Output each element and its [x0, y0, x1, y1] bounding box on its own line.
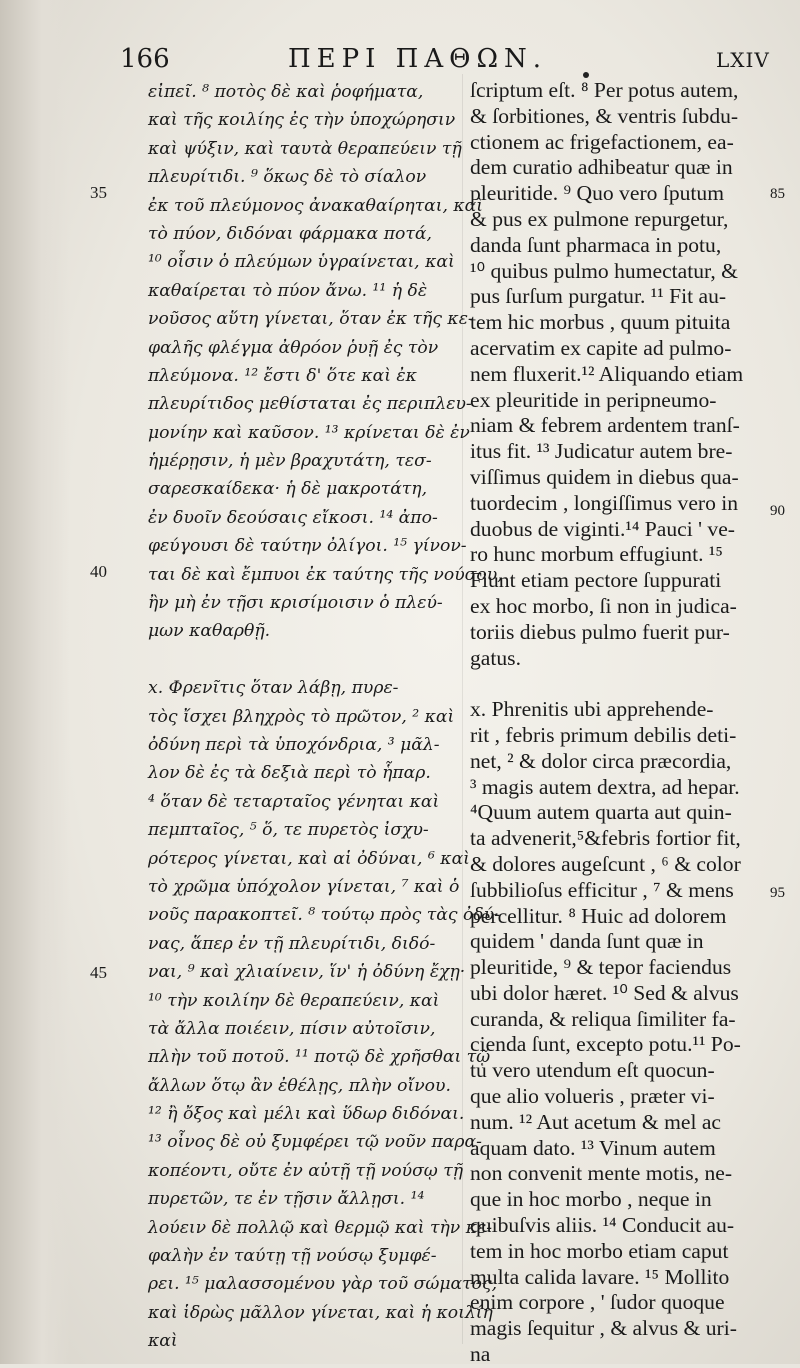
- text-line: que in hoc morbo , neque in: [470, 1187, 712, 1212]
- text-line: καθαίρεται τὸ πύον ἄνω. ¹¹ ἡ δὲ: [148, 280, 428, 301]
- text-line: toriis diebus pulmo fuerit pur-: [470, 619, 730, 644]
- text-line: tuordecim , longiſſimus vero in: [470, 490, 739, 515]
- text-line: pleuritide. ⁹ Quo vero ſputum: [470, 181, 725, 206]
- text-line: tu vero utendum eſt quocun-: [470, 1058, 715, 1083]
- text-line: pus ſurſum purgatur. ¹¹ Fit au-: [470, 284, 727, 309]
- text-line: net, ² & dolor circa præcordia,: [470, 748, 732, 773]
- text-line: ⁴Quum autem quarta aut quin-: [470, 800, 732, 825]
- text-line: νας, ἅπερ ἐν τῇ πλευρίτιδι, διδό-: [148, 933, 436, 954]
- text-line: quidem ' danda ſunt quæ in: [470, 929, 704, 954]
- text-line: x. Φρενῖτις ὅταν λάβῃ, πυρε-: [148, 678, 399, 699]
- text-line: & pus ex pulmone repurgetur,: [470, 206, 729, 231]
- text-line: πυρετῶν, τε ἐν τῇσιν ἄλλῃσι. ¹⁴: [148, 1189, 425, 1210]
- text-line: & ſorbitiones, & ventris ſubdu-: [470, 103, 739, 128]
- text-line: itus fit. ¹³ Judicatur autem bre-: [470, 439, 733, 464]
- text-line: τὸ πύον, διδόναι φάρμακα ποτά,: [148, 223, 432, 244]
- text-line: πλὴν τοῦ ποτοῦ. ¹¹ ποτῷ δὲ χρῆσθαι τῷ: [148, 1047, 491, 1068]
- text-line: enim corpore , ' ſudor quoque: [470, 1290, 725, 1315]
- text-line: aquam dato. ¹³ Vinum autem: [470, 1135, 716, 1160]
- text-line: ctionem ac frigefactionem, ea-: [470, 129, 734, 154]
- text-line: τὸ χρῶμα ὑπόχολον γίνεται, ⁷ καὶ ὁ: [148, 876, 460, 897]
- text-line: ναι, ⁹ καὶ χλιαίνειν, ἵν' ἡ ὀδύνη ἔχῃ·: [148, 962, 466, 983]
- text-line: duobus de viginti.¹⁴ Pauci ' ve-: [470, 516, 735, 541]
- text-line: ἐκ τοῦ πλεύμονος ἀνακαθαίρηται, καὶ: [148, 195, 484, 216]
- text-line: curanda, & reliqua ſimiliter fa-: [470, 1006, 736, 1031]
- text-line: tem in hoc morbo etiam caput: [470, 1238, 729, 1263]
- text-line: multa calida lavare. ¹⁵ Mollito: [470, 1264, 730, 1289]
- text-line: πλευρίτιδος μεθίσταται ἐς περιπλευ-: [148, 394, 472, 415]
- text-line: ὀδύνη περὶ τὰ ὑποχόνδρια, ³ μᾶλ-: [148, 734, 440, 755]
- text-line: ro hunc morbum effugiunt. ¹⁵: [470, 542, 723, 567]
- text-line: νοῦσος αὕτη γίνεται, ὅταν ἐκ τῆς κε-: [148, 309, 474, 330]
- text-line: πλευρίτιδι. ⁹ ὅκως δὲ τὸ σίαλον: [148, 167, 427, 188]
- text-line: ἢν μὴ ἐν τῇσι κρισίμοισιν ὁ πλεύ-: [148, 593, 443, 614]
- text-line: tem hic morbus , quum pituita: [470, 310, 731, 335]
- text-line: dem curatio adhibeatur quæ in: [470, 155, 733, 180]
- page-number: 166: [120, 44, 170, 74]
- margin-line-number: 85: [770, 186, 785, 202]
- text-line: φαλὴν ἐν ταύτῃ τῇ νούσῳ ξυμφέ-: [148, 1246, 437, 1267]
- text-line: πεμπταῖος, ⁵ ὅ, τε πυρετὸς ἰσχυ-: [148, 820, 429, 841]
- margin-line-number: 40: [90, 562, 107, 581]
- text-line: ται δὲ καὶ ἔμπυοι ἐκ ταύτης τῆς νούσου,: [148, 564, 503, 585]
- text-line: ex hoc morbo, ſi non in judica-: [470, 593, 737, 618]
- text-line: nem fluxerit.¹² Aliquando etiam: [470, 361, 744, 386]
- text-line: κοπέοντι, οὔτε ἐν αὐτῇ τῇ νούσῳ τῇ: [148, 1160, 464, 1181]
- text-line: φαλῆς φλέγμα ἀθρόον ῥυῇ ἐς τὸν: [148, 337, 439, 358]
- text-line: ta advenerit,⁵&febris fortior fit,: [470, 826, 741, 851]
- paragraph-gap: [148, 646, 463, 674]
- text-line: pleuritide, ⁹ & tepor faciendus: [470, 955, 732, 980]
- text-line: ubi dolor hæret. ¹⁰ Sed & alvus: [470, 980, 739, 1005]
- margin-line-number: 95: [770, 885, 785, 901]
- text-line: magis ſequitur , & alvus & uri-: [470, 1316, 737, 1341]
- margin-line-number: 45: [90, 963, 107, 982]
- folio-number: LXIV: [716, 48, 770, 72]
- text-line: φεύγουσι δὲ ταύτην ὀλίγοι. ¹⁵ γίνον-: [148, 536, 467, 557]
- text-line: εἰπεῖ. ⁸ ποτὸς δὲ καὶ ῥοφήματα,: [148, 82, 424, 102]
- text-line: καὶ τῆς κοιλίης ἐς τὴν ὑποχώρησιν: [148, 110, 456, 131]
- text-line: acervatim ex capite ad pulmo-: [470, 335, 732, 360]
- text-line: ¹² ἢ ὄξος καὶ μέλι καὶ ὕδωρ διδόναι.: [148, 1104, 465, 1125]
- page-gutter-shadow: [0, 0, 70, 1364]
- text-line: καὶ ψύξιν, καὶ ταυτὰ θεραπεύειν τῇ: [148, 138, 462, 159]
- text-line: τὸς ἴσχει βληχρὸς τὸ πρῶτον, ² καὶ: [148, 706, 455, 727]
- text-line: ¹⁰ οἷσιν ὁ πλεύμων ὑγραίνεται, καὶ: [148, 252, 455, 273]
- text-line: gatus.: [470, 645, 521, 670]
- text-line: Fiunt etiam pectore ſuppurati: [470, 568, 722, 593]
- text-line: νοῦς παρακοπτεῖ. ⁸ τούτῳ πρὸς τὰς ὀδύ-: [148, 905, 500, 926]
- text-line: ¹⁰ quibus pulmo humectatur, &: [470, 258, 738, 283]
- text-line: percellitur. ⁸ Huic ad dolorem: [470, 903, 727, 928]
- text-line: λον δὲ ἐς τὰ δεξιὰ περὶ τὸ ἧπαρ.: [148, 763, 431, 784]
- text-line: ἐν δυοῖν δεούσαις εἴκοσι. ¹⁴ ἀπο-: [148, 507, 438, 528]
- text-line: na: [470, 1342, 491, 1367]
- margin-line-number: 90: [770, 503, 785, 519]
- text-line: τὰ ἄλλα ποιέειν, πίσιν αὐτοῖσιν,: [148, 1018, 436, 1039]
- text-line: x. Phrenitis ubi apprehende-: [470, 697, 714, 722]
- text-line: μονίην καὶ καῦσον. ¹³ κρίνεται δὲ ἐν: [148, 422, 470, 443]
- text-line: λούειν δὲ πολλῷ καὶ θερμῷ καὶ τὴν κε-: [148, 1217, 493, 1238]
- text-line: cienda ſunt, excepto potu.¹¹ Po-: [470, 1032, 741, 1057]
- text-line: non convenit mente motis, ne-: [470, 1161, 733, 1186]
- text-line: καὶ ἱδρὼς μᾶλλον γίνεται, καὶ ἡ κοιλίη: [148, 1302, 493, 1323]
- text-line: ἄλλων ὅτῳ ἂν ἐθέλῃς, πλὴν οἴνου.: [148, 1075, 451, 1096]
- text-line: ⁴ ὅταν δὲ τεταρταῖος γένηται καὶ: [148, 791, 440, 812]
- text-line: quibuſvis aliis. ¹⁴ Conducit au-: [470, 1213, 735, 1238]
- text-line: rit , febris primum debilis deti-: [470, 722, 737, 747]
- text-line: ¹³ οἶνος δὲ οὐ ξυμφέρει τῷ νοῦν παρα-: [148, 1132, 482, 1153]
- text-line: niam & febrem ardentem tranſ-: [470, 413, 740, 438]
- text-line: σαρεσκαίδεκα· ἡ δὲ μακροτάτη,: [148, 479, 428, 500]
- text-line: ſubbilioſus efficitur , ⁷ & mens: [470, 877, 734, 902]
- margin-line-number: 35: [90, 183, 107, 202]
- text-line: ¹⁰ τὴν κοιλίην δὲ θεραπεύειν, καὶ: [148, 990, 440, 1011]
- text-line: ρει. ¹⁵ μαλασσομένου γὰρ τοῦ σώματος,: [148, 1274, 498, 1295]
- text-line: πλεύμονα. ¹² ἔστι δ' ὅτε καὶ ἐκ: [148, 365, 417, 386]
- latin-column: [470, 78, 770, 1368]
- text-line: ex pleuritide in peripneumo-: [470, 387, 717, 412]
- text-line: viſſimus quidem in diebus qua-: [470, 464, 739, 489]
- running-title: ΠΕΡΙ ΠΑΘΩΝ.: [288, 44, 548, 74]
- text-line: danda ſunt pharmaca in potu,: [470, 232, 722, 257]
- text-line: ſcriptum eſt. ⁸ Per potus autem,: [470, 78, 739, 102]
- text-line: μων καθαρθῇ.: [148, 621, 271, 642]
- paragraph-gap: [470, 671, 770, 697]
- text-line: ρότερος γίνεται, καὶ αἱ ὀδύναι, ⁶ καὶ: [148, 848, 470, 869]
- text-line: & dolores augeſcunt , ⁶ & color: [470, 851, 741, 876]
- text-line: que alio volueris , præter vi-: [470, 1084, 715, 1109]
- text-line: num. ¹² Aut acetum & mel ac: [470, 1109, 722, 1134]
- text-line: καὶ: [148, 1331, 178, 1352]
- text-line: ἡμέρῃσιν, ἡ μὲν βραχυτάτη, τεσ-: [148, 451, 432, 472]
- text-line: ³ magis autem dextra, ad hepar.: [470, 774, 740, 799]
